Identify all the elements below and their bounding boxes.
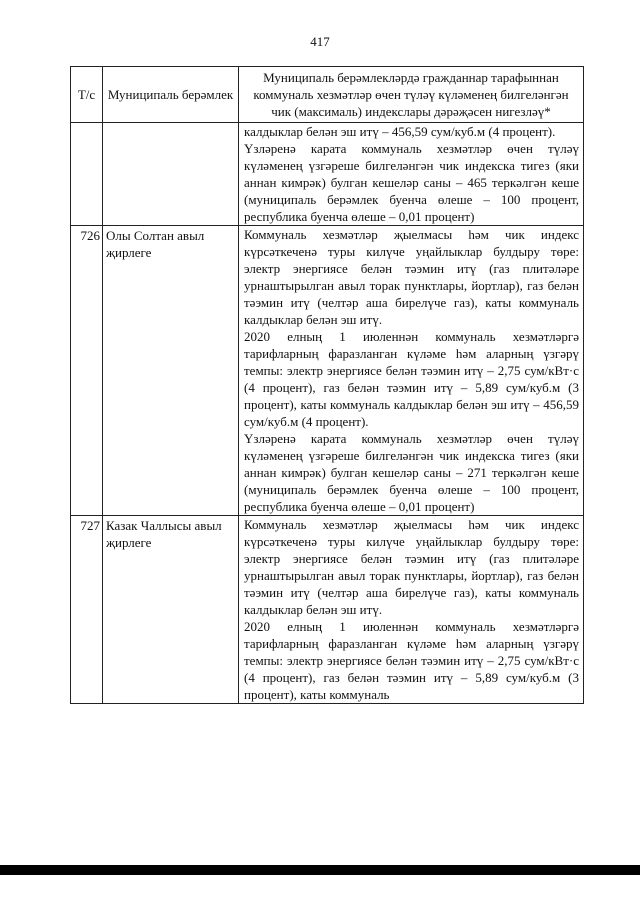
row-paragraph: Үзләренә карата коммуналь хезмәтләр өчен түләү күләменең үзгәреше билгеләнгән чик индекска тигез (яки аннан кимрәк) булган кешеләр саны – 465 теркәлгән кеше (муниципаль берәмлек буенча өлеше – 100 процент, республика буенча өлеше – 0,01 процент) — [244, 141, 579, 224]
table-row — [71, 226, 584, 516]
row-number — [71, 123, 103, 226]
table-row — [71, 123, 584, 226]
header-municipality: Муниципаль берәмлек — [103, 67, 239, 123]
row-description — [239, 516, 584, 704]
row-paragraph: 2020 елның 1 июленнән коммуналь хезмәтләргә тарифларның фаразланган күләме һәм аларның үзгәрү темпы: электр энергиясе белән тәэмин итү – 2,75 сум/кВт·с (4 процент), газ белән тәэмин итү – 5,89 сум/куб.м (3 процент), каты коммуналь — [244, 619, 579, 702]
row-paragraph: Коммуналь хезмәтләр җыелмасы һәм чик индекс күрсәткеченә туры килүче уңайлыклар булдыру төре: электр энергиясе белән тәэмин итү (газ плитәләре урнаштырылган авыл торак пунктлары, йортлар), газ белән тәэмин итү (челтәр аша бирелүче газ), каты коммуналь калдыклар белән эш итү. — [244, 517, 579, 617]
row-paragraph: калдыклар белән эш итү – 456,59 сум/куб.м (4 процент). — [244, 124, 556, 139]
row-description — [239, 226, 584, 516]
row-paragraph: Коммуналь хезмәтләр җыелмасы һәм чик индекс күрсәткеченә туры килүче уңайлыклар булдыру төре: электр энергиясе белән тәэмин итү (газ плитәләре урнаштырылган авыл торак пунктлары, йортлар), газ белән тәэмин итү (челтәр аша бирелүче газ), каты коммуналь калдыклар белән эш итү. — [244, 227, 579, 327]
row-paragraph: Үзләренә карата коммуналь хезмәтләр өчен түләү күләменең үзгәреше билгеләнгән чик индекска тигез (яки аннан кимрәк) булган кешеләр саны – 271 теркәлгән кеше (муниципаль берәмлек буенча өлеше – 100 процент, республика буенча өлеше – 0,01 процент) — [244, 431, 579, 514]
tariff-table — [70, 66, 584, 704]
row-municipality: Олы Солтан авыл җирлеге — [103, 226, 239, 516]
table-row — [71, 516, 584, 704]
header-description: Муниципаль берәмлекләрдә гражданнар тарафыннан коммуналь хезмәтләр өчен түләү күләменең билгеләнгән чик (максималь) индекслары дәрәҗәсен нигезләү* — [239, 67, 584, 123]
table-header-row — [71, 67, 584, 123]
row-description — [239, 123, 584, 226]
header-number: Т/с — [71, 67, 103, 123]
row-municipality: Казак Чаллысы авыл җирлеге — [103, 516, 239, 704]
row-paragraph: 2020 елның 1 июленнән коммуналь хезмәтләргә тарифларның фаразланган күләме һәм аларның үзгәрү темпы: электр энергиясе белән тәэмин итү – 2,75 сум/кВт·с (4 процент), газ белән тәэмин итү – 5,89 сум/куб.м (3 процент), каты коммуналь калдыклар белән эш итү – 456,59 сум/куб.м (4 процент). — [244, 329, 579, 429]
page-number: 417 — [310, 34, 330, 49]
row-number: 727 — [71, 516, 103, 704]
row-municipality — [103, 123, 239, 226]
row-number: 726 — [71, 226, 103, 516]
scan-edge-bar — [0, 865, 640, 875]
